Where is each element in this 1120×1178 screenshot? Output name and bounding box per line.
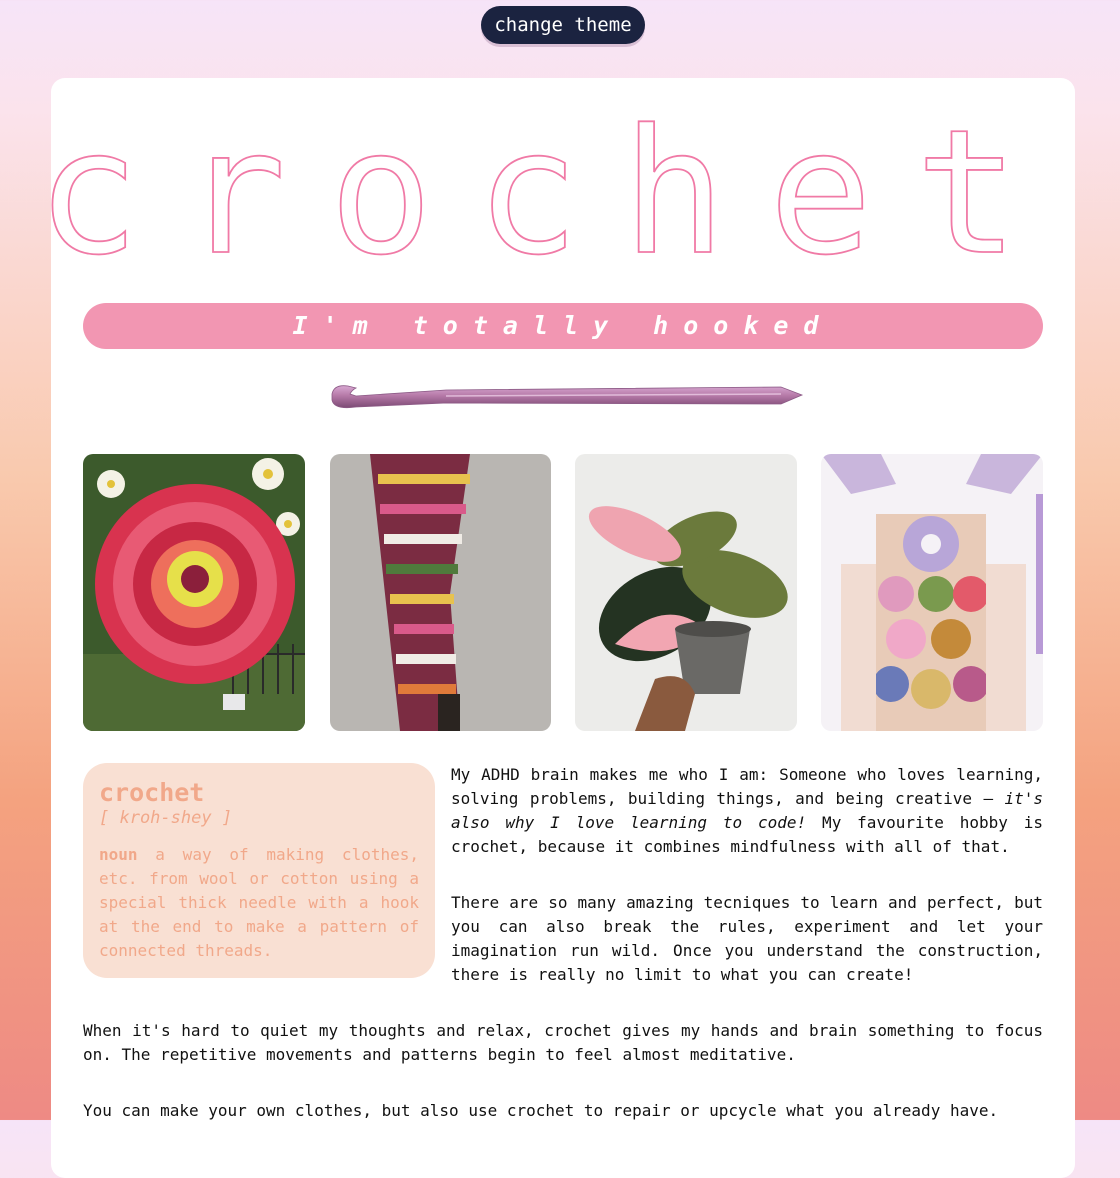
intro-paragraph: My ADHD brain makes me who I am: Someone who loves learning, solving problems, building things, and being creative – it's also why I love learning to code! My favourite hobby is crochet, because it combines mindfulness with all of that. <box>451 765 1043 856</box>
relax-paragraph: When it's hard to quiet my thoughts and relax, crochet gives my hands and brain something to focus on. The repetitive movements and patterns begin to feel almost meditative. <box>83 1021 1043 1064</box>
techniques-paragraph: There are so many amazing tecniques to learn and perfect, but you can also break the rules, experiment and let your imagination run wild. Once you understand the construction, there is really no limit to what you can create! <box>451 893 1043 984</box>
definition-box <box>83 763 435 978</box>
crochet-top-photo <box>821 454 1043 731</box>
definition-text <box>99 843 419 963</box>
crochet-flower-photo <box>83 454 305 731</box>
definition-word: crochet <box>99 778 205 807</box>
definition-part-of-speech: noun <box>99 845 138 864</box>
intro-emphasis: it's also why I love learning to code! <box>451 789 1043 832</box>
page-title <box>0 0 1120 300</box>
crochet-plant-photo <box>575 454 797 731</box>
change-theme-button[interactable]: change theme <box>481 6 645 44</box>
tagline-banner: I'm totally hooked <box>83 303 1043 349</box>
crochet-dress-photo <box>330 454 551 731</box>
definition-pronunciation: [ kroh-shey ] <box>99 808 233 828</box>
page-title-text: crochet <box>36 92 1062 293</box>
definition-meaning: a way of making clothes, etc. from wool or cotton using a special thick needle with a hook at the end to make a pattern of connected threads. <box>99 845 419 960</box>
upcycle-paragraph: You can make your own clothes, but also use crochet to repair or upcycle what you already have. <box>83 1101 999 1120</box>
crochet-hook-icon <box>326 380 806 416</box>
